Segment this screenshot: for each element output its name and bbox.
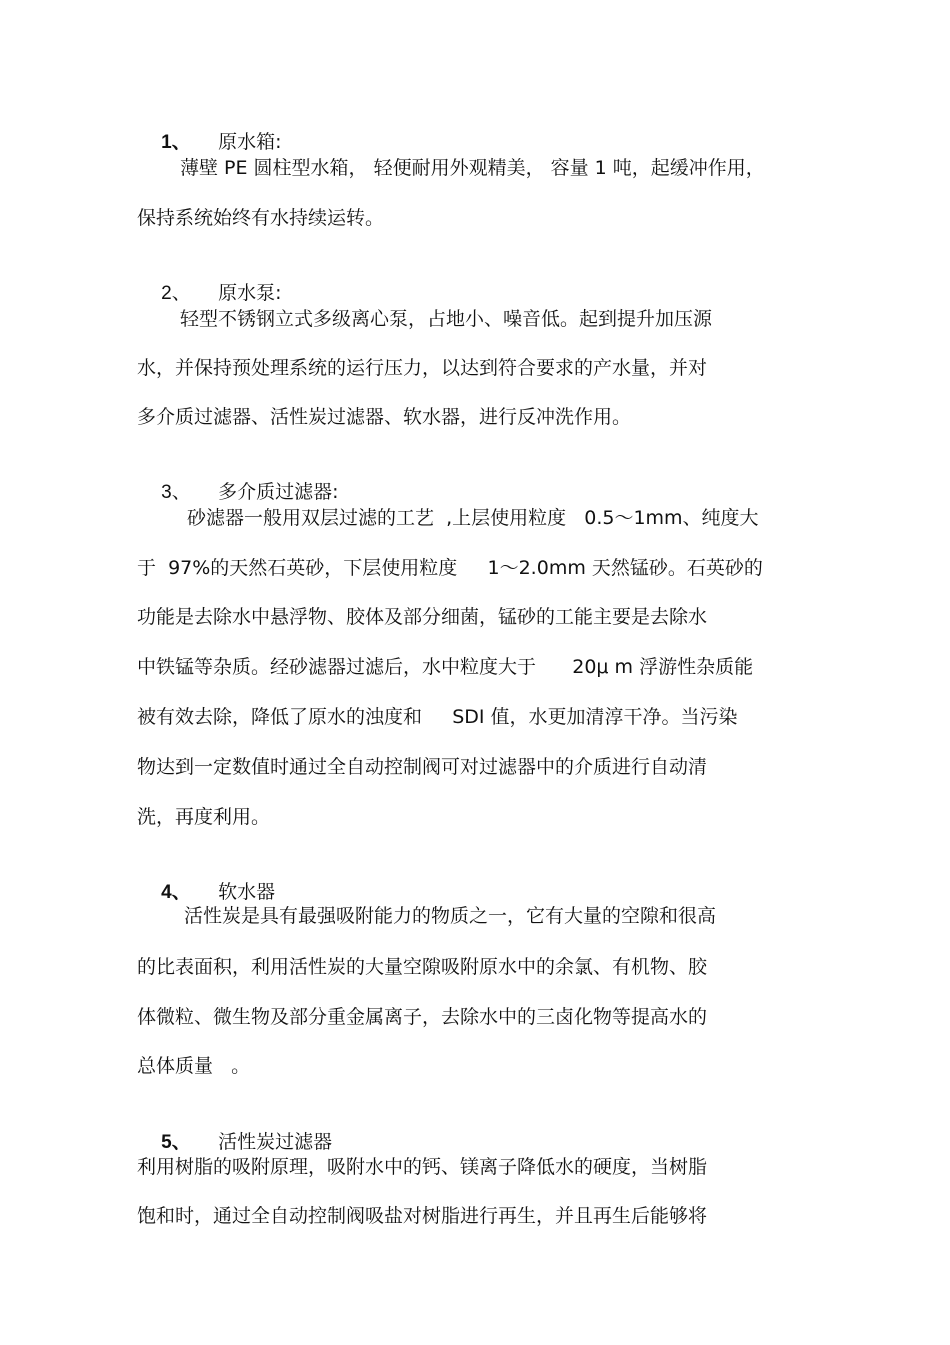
section-5-title: 活性炭过滤器 <box>218 1131 333 1153</box>
section-2-line-3: 多介质过滤器、活性炭过滤器、软水器，进行反冲洗作用。 <box>137 406 632 428</box>
section-5-line-1: 利用树脂的吸附原理，吸附水中的钙、镁离子降低水的硬度，当树脂 <box>137 1156 708 1178</box>
section-3-line-1: 砂滤器一般用双层过滤的工艺 ,上层使用粒度 0.5～1mm、纯度大 <box>187 507 759 529</box>
section-3-line-5: 被有效去除，降低了原水的浊度和 SDI 值，水更加清淳干净。当污染 <box>137 706 738 728</box>
section-3-line-2: 于 97%的天然石英砂，下层使用粒度 1～2.0mm 天然锰砂。石英砂的 <box>137 557 763 579</box>
section-4-number: 4、 <box>161 882 191 903</box>
section-1-title: 原水箱: <box>218 131 282 153</box>
section-1-line-2: 保持系统始终有水持续运转。 <box>137 207 385 229</box>
section-4-line-2: 的比表面积，利用活性炭的大量空隙吸附原水中的余氯、有机物、胶 <box>137 956 708 978</box>
section-3-line-6: 物达到一定数值时通过全自动控制阀可对过滤器中的介质进行自动清 <box>137 756 708 778</box>
section-4-title: 软水器 <box>218 881 276 903</box>
section-1-number: 1、 <box>161 132 191 153</box>
section-3-title: 多介质过滤器: <box>218 481 339 503</box>
section-3-line-3: 功能是去除水中悬浮物、胶体及部分细菌，锰砂的工能主要是去除水 <box>137 606 708 628</box>
section-2-number: 2、 <box>161 283 191 304</box>
section-5-line-2: 饱和时，通过全自动控制阀吸盐对树脂进行再生，并且再生后能够将 <box>137 1205 708 1227</box>
section-1-line-1: 薄壁 PE 圆柱型水箱， 轻便耐用外观精美， 容量 1 吨，起缓冲作用， <box>180 157 765 179</box>
section-2-title: 原水泵: <box>218 282 282 304</box>
section-4-line-1: 活性炭是具有最强吸附能力的物质之一，它有大量的空隙和很高 <box>184 905 717 927</box>
section-3-number: 3、 <box>161 482 191 503</box>
section-4-line-4: 总体质量 。 <box>137 1055 251 1077</box>
section-2-line-2: 水，并保持预处理系统的运行压力，以达到符合要求的产水量，并对 <box>137 357 708 379</box>
section-3-line-4: 中铁锰等杂质。经砂滤器过滤后，水中粒度大于 20μ m 浮游性杂质能 <box>137 656 754 678</box>
section-3-line-7: 洗，再度利用。 <box>137 806 271 828</box>
section-5-number: 5、 <box>161 1132 191 1153</box>
section-2-line-1: 轻型不锈钢立式多级离心泵，占地小、噪音低。起到提升加压源 <box>180 308 713 330</box>
section-4-line-3: 体微粒、微生物及部分重金属离子，去除水中的三卤化物等提高水的 <box>137 1006 708 1028</box>
